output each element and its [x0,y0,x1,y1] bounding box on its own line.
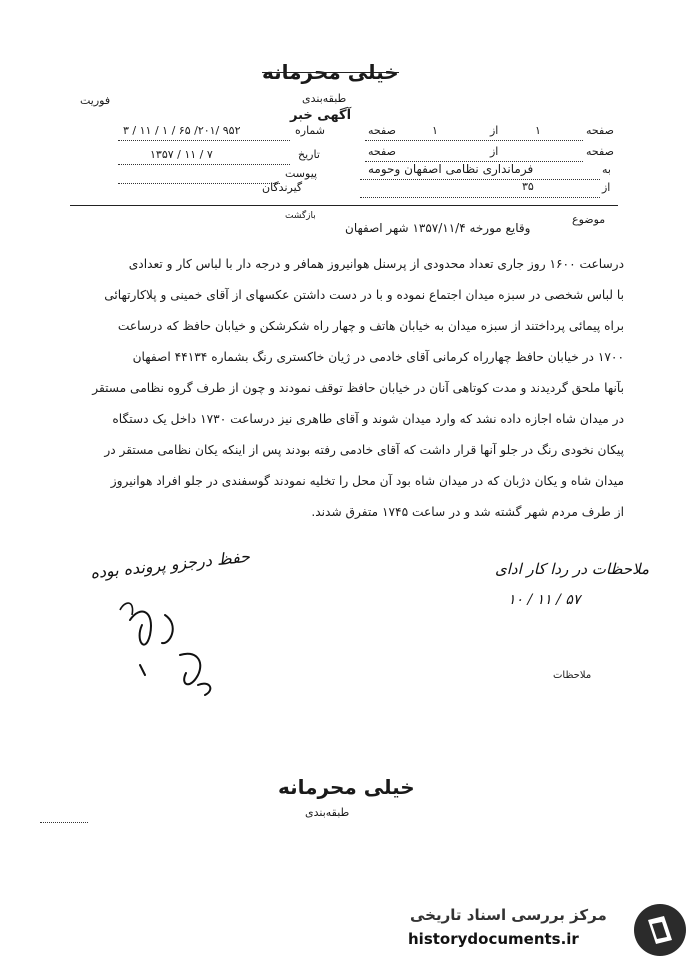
from-value: ۳۵ [522,180,534,193]
handwritten-note-right: ملاحظات در ردا کار ادای [495,560,650,578]
body-line: درساعت ۱۶۰۰ روز جاری تعداد محدودی از پرسنل هوانیروز همافر و درجه دار با لباس کار و تعدادی [128,257,624,271]
header-divider [70,205,618,206]
footer-mark-line [40,822,88,823]
from-label-2: از [490,145,499,158]
watermark-logo-icon [632,902,688,958]
classification-top [262,60,399,84]
classification-sub: طبقه‌بندی [302,92,347,105]
attachment-label: پیوست [285,167,318,180]
to-label: به [602,163,611,176]
number-value: ۹۵۲ /۲۰۱/ ۶۵ / ۱ / ۱۱ / ۳ [123,124,241,137]
page-label-2: صفحه [586,145,614,158]
remarks-label: ملاحظات [553,670,592,681]
watermark-org-name: مرکز بررسی اسناد تاریخی [410,906,607,924]
to-value: فرمانداری نظامی اصفهان وحومه [368,162,534,176]
subject-value: وقایع مورخه ۱۳۵۷/۱۱/۴ شهر اصفهان [345,221,531,235]
date-label: تاریخ [298,148,320,161]
body-line: میدان شاه و یکان دژبان که در میدان شاه بود آن محل را تخلیه نمودند گوسفندی در جلو افراد هوانیروز [110,474,624,488]
number-label: شماره [295,124,326,137]
body-line: بآنها ملحق گردیدند و مدت کوتاهی آنان در خیابان حافظ توقف نمودند و چون از طرف گروه نظامی مستقر [92,381,624,395]
subject-label: موضوع [572,213,606,226]
watermark-url: historydocuments.ir [408,930,579,948]
body-line: پیکان نخودی رنگ در جلو آنها قرار داشت که آقای خادمی رفته بودند پس از اینکه یکان نظامی مستقر در [104,443,624,457]
body-line: براه پیمائی پرداختند از سبزه میدان به خیابان هاتف و چهار راه شکرشکن و خیابان حافظ که درساعت [117,319,624,333]
page-underline [365,140,583,141]
page-value: ۱ [535,124,541,137]
body-line: ۱۷۰۰ در خیابان حافظ چهارراه کرمانی آقای خادمی در ژیان خاکستری رنگ بشماره ۴۴۱۳۴ اصفهان [132,350,624,364]
handwritten-signature [110,595,230,705]
to-underline [360,179,600,180]
page2-label-2: صفحه [368,145,396,158]
body-line: با لباس شخصی در سبزه میدان اجتماع نموده و با در دست داشتن عکسهای از آقای خمینی و پلاکارتهائی [104,288,624,302]
ref-label: بازگشت [285,211,316,221]
recipients-label: گیرندگان [262,181,303,194]
number-underline [118,140,290,141]
of-value: ۱ [432,124,438,137]
page2-label: صفحه [368,124,396,137]
from-underline [360,197,600,198]
handwritten-note-left: حفظ درجزو پرونده بوده [89,546,251,583]
classification-top-text: خیلی محرمانه [262,60,399,84]
classification-footer: خیلی محرمانه [278,775,415,799]
document-kind: آگهی خبر [290,108,352,123]
date-underline [118,164,290,165]
attachment-underline [118,183,280,184]
handwritten-date-right: ۱۰ / ۱۱ / ۵۷ [508,592,581,608]
body-line: از طرف مردم شهر گشته شد و در ساعت ۱۷۴۵ متفرق شدند. [311,505,624,519]
date-value: ۱۳۵۷ / ۱۱ / ۷ [150,148,213,161]
urgency-label: فوریت [80,94,111,107]
page-label: صفحه [586,124,614,137]
classification-strikethrough [262,72,399,73]
of-label: از [490,124,499,137]
body-line: در میدان شاه اجازه داده نشد که وارد میدان شوند و آقای طاهری نیز درساعت ۱۷۳۰ داخل یک دستگاه [112,412,624,426]
classification-footer-sub: طبقه‌بندی [305,806,350,819]
from-label: از [602,181,611,194]
